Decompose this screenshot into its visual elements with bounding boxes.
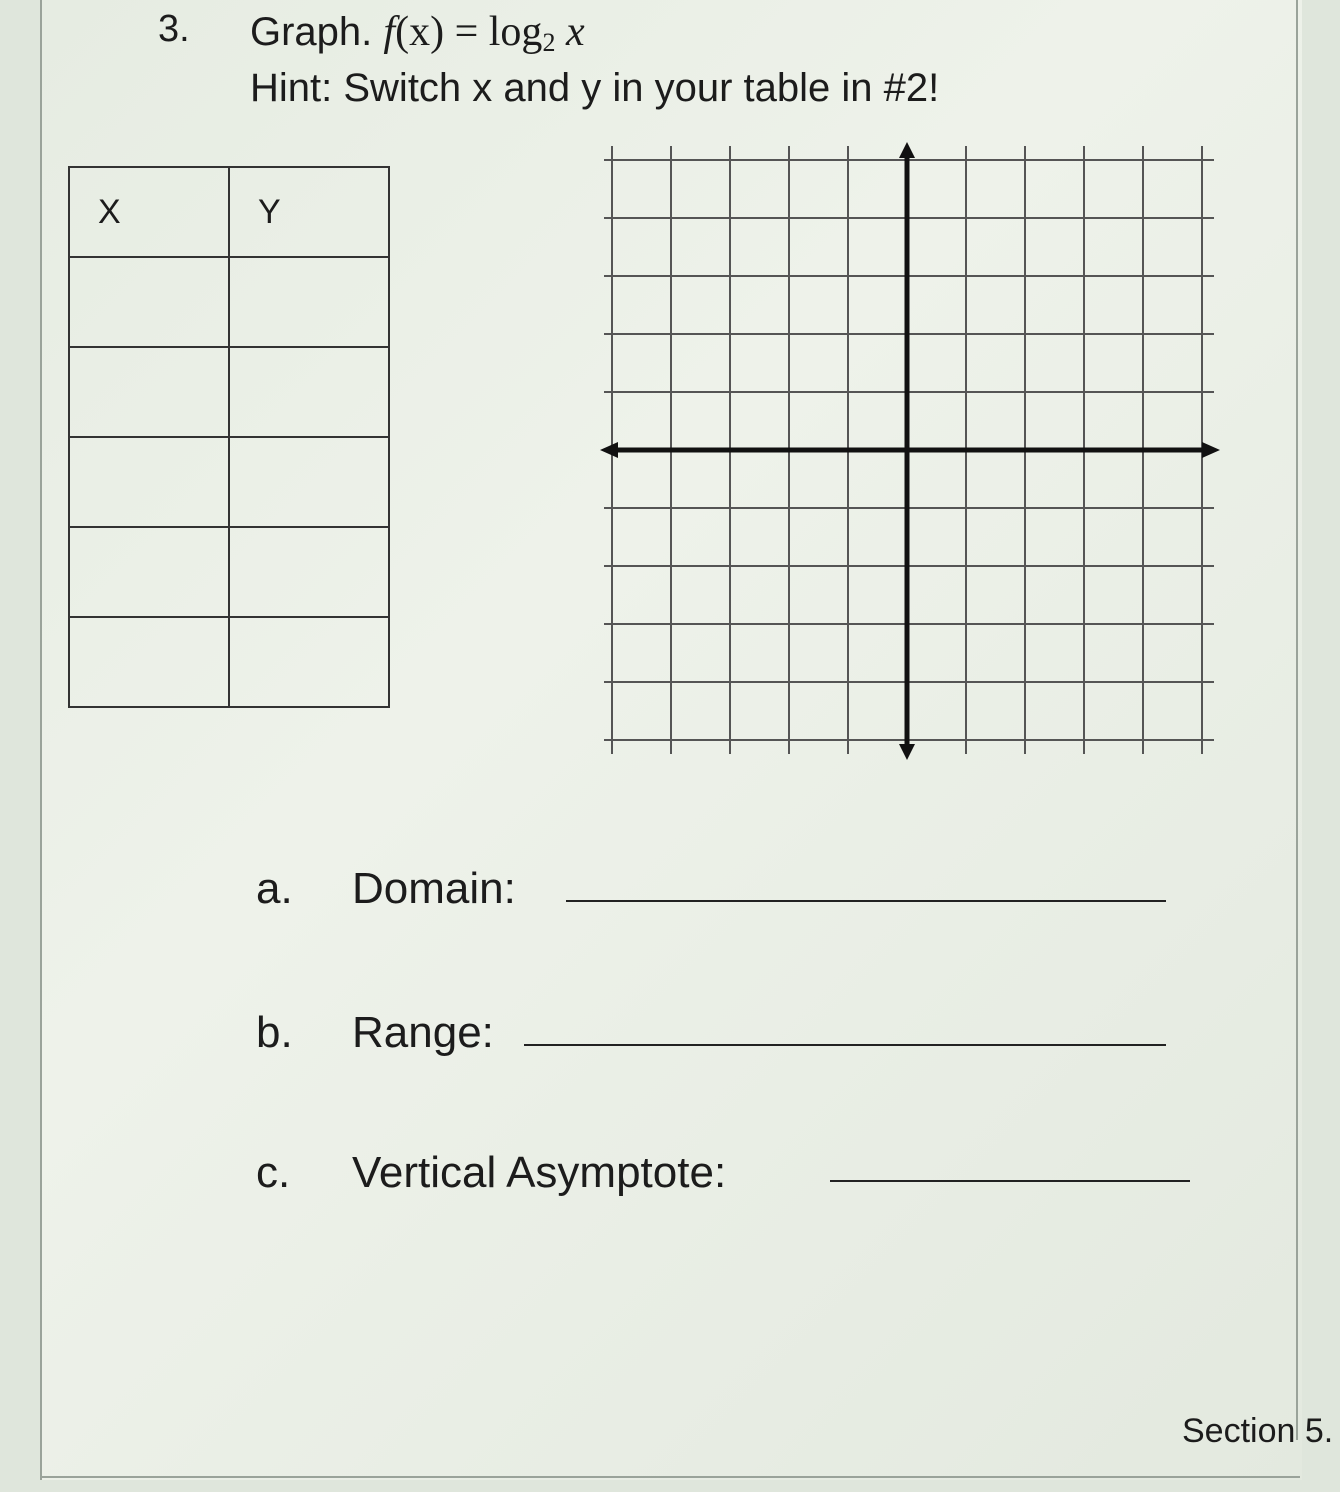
range-answer-line[interactable] — [524, 1044, 1166, 1046]
log-text: log — [488, 9, 543, 55]
table-row — [69, 527, 389, 617]
question-letter: c. — [256, 1148, 291, 1197]
problem-label: Graph. — [250, 10, 373, 54]
question-range — [256, 1008, 494, 1058]
asymptote-answer-line[interactable] — [830, 1180, 1190, 1182]
page-edge-bottom — [40, 1476, 1300, 1478]
table-cell-y[interactable] — [229, 347, 389, 437]
table-row — [69, 257, 389, 347]
table-cell-y[interactable] — [229, 257, 389, 347]
equals-sign: = — [454, 9, 479, 55]
log-base: 2 — [542, 28, 556, 57]
table-cell-x[interactable] — [69, 347, 229, 437]
question-label: Domain: — [352, 864, 516, 913]
page-edge-right — [1296, 0, 1298, 1440]
question-label: Vertical Asymptote: — [352, 1148, 727, 1197]
axes — [600, 142, 1220, 760]
function-variable: (x) — [395, 9, 445, 55]
question-vertical-asymptote — [256, 1148, 726, 1198]
function-name: f — [383, 9, 396, 55]
y-axis-arrow-down — [899, 744, 915, 760]
table-header-x: X — [69, 167, 229, 257]
x-axis-arrow-right — [1202, 442, 1220, 458]
table-row — [69, 347, 389, 437]
domain-answer-line[interactable] — [566, 900, 1166, 902]
table-cell-y[interactable] — [229, 527, 389, 617]
question-label: Range: — [352, 1008, 494, 1057]
table-cell-y[interactable] — [229, 437, 389, 527]
table-row — [69, 437, 389, 527]
problem-number: 3. — [158, 8, 190, 50]
section-label: Section 5. — [1182, 1412, 1334, 1450]
question-letter: b. — [256, 1008, 293, 1057]
question-letter: a. — [256, 864, 293, 913]
question-domain — [256, 864, 516, 914]
table-cell-x[interactable] — [69, 257, 229, 347]
table-cell-x[interactable] — [69, 617, 229, 707]
xy-table — [68, 166, 390, 708]
function-expression — [383, 9, 584, 55]
log-argument: x — [565, 9, 585, 55]
table-header-row — [69, 167, 389, 257]
problem-title — [250, 8, 585, 58]
table-cell-y[interactable] — [229, 617, 389, 707]
coordinate-grid[interactable] — [600, 140, 1240, 780]
table-header-y: Y — [229, 167, 389, 257]
hint-text: Hint: Switch x and y in your table in #2! — [250, 66, 940, 110]
table-row — [69, 617, 389, 707]
table-cell-x[interactable] — [69, 437, 229, 527]
table-cell-x[interactable] — [69, 527, 229, 617]
x-axis-arrow-left — [600, 442, 618, 458]
y-axis-arrow-up — [899, 142, 915, 158]
